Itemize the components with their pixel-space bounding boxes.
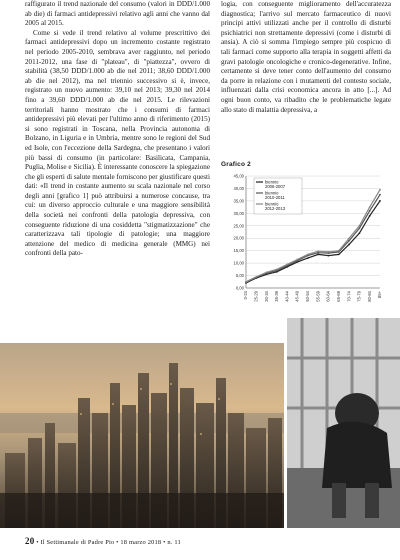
y-tick-label: 45,00 bbox=[233, 173, 244, 179]
legend-label: 2012-2013 bbox=[265, 206, 286, 211]
data-point bbox=[369, 206, 371, 208]
data-point bbox=[358, 227, 360, 229]
x-tick-label: 0-24 bbox=[243, 291, 249, 300]
page-footer bbox=[25, 536, 385, 550]
data-point bbox=[379, 189, 381, 191]
paragraph: logia, con conseguente miglioramento dell'accuratezza diagnostica; l'arrivo sul mercato farmaceutico di nuovi principi attivi utilizzati anche per il controllo di disturbi psichiatrici non strettamente depressivi (come i disturbi di ansia). A ciò si somma l'impiego sempre più cospicuo di tali farmaci come supporto alla terapia in soggetti affetti da gravi patologie oncologiche e cronico-degenerative. Infine, certamente si deve tener conto dell'aumento del consumo da porre in relazione con i mutamenti del contesto sociale, influenzati dalla crisi economica ancora in atto [...]. Ad ogni buon conto, va ribadito che le problematiche legate allo stato di malattia depressiva, a bbox=[221, 0, 391, 114]
data-point bbox=[328, 251, 330, 253]
data-point bbox=[358, 225, 360, 227]
data-point bbox=[317, 250, 319, 252]
data-point bbox=[297, 258, 299, 260]
data-point bbox=[286, 263, 288, 265]
article-left-column bbox=[25, 0, 210, 259]
article-right-column bbox=[221, 0, 391, 115]
person-at-window-photo bbox=[284, 318, 400, 528]
data-point bbox=[369, 210, 371, 212]
data-point bbox=[348, 240, 350, 242]
y-tick-label: 30,00 bbox=[233, 210, 244, 216]
legend-label: 2010-2011 bbox=[265, 195, 285, 200]
x-tick-label: 75-79 bbox=[356, 291, 362, 302]
page-number: 20 bbox=[25, 536, 35, 546]
data-point bbox=[358, 232, 360, 234]
x-tick-label: 35-39 bbox=[274, 291, 280, 302]
data-point bbox=[348, 237, 350, 239]
x-tick-label: 55-59 bbox=[315, 291, 321, 302]
y-tick-label: 5,00 bbox=[235, 273, 244, 279]
city-skyline-photo bbox=[0, 343, 300, 528]
x-tick-label: 40-44 bbox=[284, 291, 290, 302]
data-point bbox=[369, 215, 371, 217]
line-chart bbox=[224, 170, 384, 320]
paragraph: raffigurato il trend nazionale del consumo (valori in DDD/1.000 ab die) di farmaci antidepressivi relativo agli anni che vanno dal 2005 al 2015. bbox=[25, 0, 210, 28]
data-point bbox=[317, 254, 319, 256]
data-point bbox=[307, 254, 309, 256]
data-point bbox=[245, 281, 247, 283]
chart-title: Grafico 2 bbox=[221, 161, 251, 168]
data-point bbox=[379, 200, 381, 202]
y-tick-label: 20,00 bbox=[233, 235, 244, 241]
x-tick-label: 45-49 bbox=[294, 291, 300, 302]
y-tick-label: 15,00 bbox=[233, 248, 244, 254]
x-tick-label: 85+ bbox=[377, 291, 383, 299]
y-tick-label: 35,00 bbox=[233, 198, 244, 204]
y-tick-label: 10,00 bbox=[233, 260, 244, 266]
data-point bbox=[307, 257, 309, 259]
data-point bbox=[255, 276, 257, 278]
legend-label: biennio bbox=[265, 201, 279, 207]
data-point bbox=[276, 268, 278, 270]
legend-label: 2006-2007 bbox=[265, 184, 286, 189]
data-point bbox=[338, 250, 340, 252]
y-tick-label: 40,00 bbox=[233, 185, 244, 191]
x-tick-label: 30-34 bbox=[263, 291, 269, 302]
x-tick-label: 65-69 bbox=[335, 291, 341, 302]
data-point bbox=[328, 255, 330, 257]
data-point bbox=[266, 271, 268, 273]
y-tick-label: 25,00 bbox=[233, 223, 244, 229]
x-tick-label: 50-54 bbox=[305, 291, 311, 302]
data-point bbox=[379, 194, 381, 196]
data-point bbox=[338, 254, 340, 256]
data-point bbox=[348, 244, 350, 246]
legend-label: biennio bbox=[265, 190, 279, 196]
x-tick-label: 80-84 bbox=[366, 291, 372, 302]
x-tick-label: 60-64 bbox=[325, 291, 331, 302]
x-tick-label: 70-74 bbox=[346, 291, 352, 302]
x-tick-label: 25-29 bbox=[253, 291, 259, 302]
footer-text: • Il Settimanale di Padre Pio • 18 marzo 2018 • n. 11 bbox=[36, 539, 181, 546]
legend-label: biennio bbox=[265, 179, 279, 185]
y-tick-label: 0,00 bbox=[235, 285, 244, 291]
paragraph: Come si vede il trend relativo al volume prescrittivo dei farmaci antidepressivi dopo un incremento costante registrato nel periodo 2005-2010, sembrava aver raggiunto, nel periodo 2011-2012, una fase di "plateau", di "piattezza", ovvero di stabilità (38,50 DDD/1.000 ab die nel 2011; 38,60 DDD/1.000 ab die nel 2012), ma nel triennio successivo si è, invece, registrato un nuovo aumento: 39,10 nel 2013; 39,30 nel 2014 fino a 39,60 DDD/1.000 ab die nel 2015. Le rilevazioni territoriali hanno mostrato che i consumi di farmaci antidepressivi più elevati per l'ultimo anno di riferimento (2015) si sono registrati in Toscana, nella Provincia autonoma di Bolzano, in Liguria e in Umbria, mentre sono le regioni del Sud ed Isole, con l'eccezione della Sardegna, che presentano i valori più bassi di consumo (in particolare: Basilicata, Campania, Puglia, Molise e Sicilia). È interessante conoscere la spiegazione che gli esperti di salute mentale forniscono per giustificare questi dati: «Il trend in costante aumento su scala nazionale nel corso degli anni [grafico 1] può attribuirsi a numerose concause, tra cui: un diverso approccio culturale e una maggiore sensibilità della società nei confronti della patologia depressiva, con conseguente riduzione di una cosiddetta "stigmatizzazione" che caratterizzava tali tipologie di patologie; una maggiore attenzione del medico di medicina generale (MMG) nei confronti della pato- bbox=[25, 28, 210, 258]
